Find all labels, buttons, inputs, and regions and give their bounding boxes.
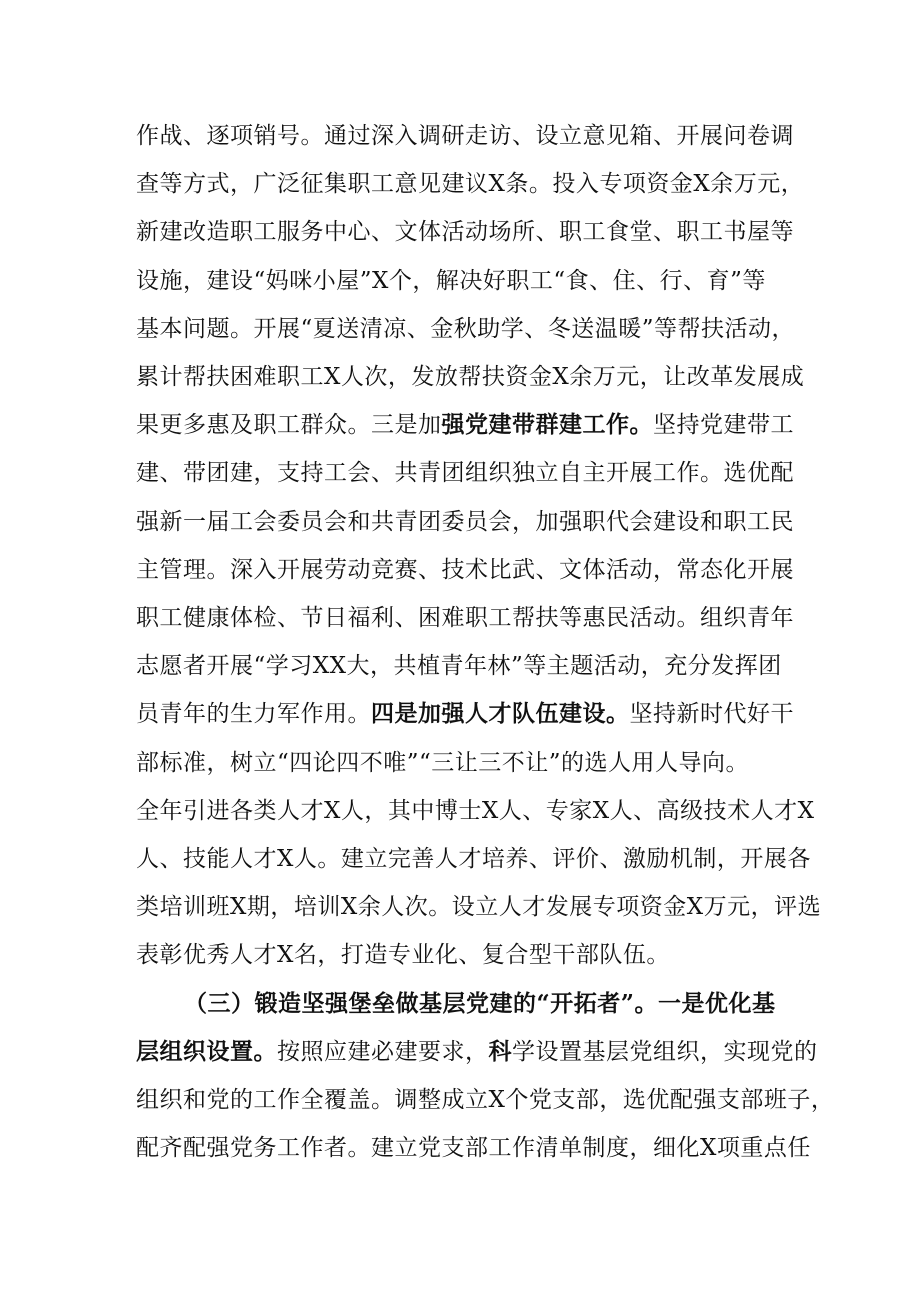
body-text: 全年引进各类人才X人，其中博士X人、专家X人、高级技术人才X: [136, 797, 815, 824]
body-text: 新建改造职工服务中心、文体活动场所、职工食堂、职工书屋等: [136, 219, 794, 246]
bold-text: 四是加强人才队伍建设。: [371, 700, 630, 728]
text-line: [136, 259, 796, 303]
text-line: [136, 789, 815, 833]
body-text: 作战、逐项销号。通过深入调研走访、设立意见箱、开展问卷调: [136, 123, 794, 149]
body-text: 类培训班X期，培训X余人次。设立人才发展专项资金X万元，评选: [136, 894, 822, 921]
body-text: 坚持新时代好干: [629, 701, 794, 728]
body-text: 按照应建必建要求，: [277, 1038, 489, 1065]
text-line: [136, 933, 796, 977]
body-text: 设施，建设“妈咪小屋”X个，解决好职工“食、住、行、育”等: [136, 267, 766, 294]
body-text: 强新一届工会委员会和共青团委员会，加强职代会建设和职工民: [136, 508, 794, 535]
body-text: 基本问题。开展“夏送清凉、金秋助学、冬送温暖”等帮扶活动，: [136, 315, 796, 342]
text-line: [136, 162, 805, 206]
text-line: [136, 210, 796, 254]
text-line: [136, 644, 796, 688]
body-text: 学设置基层党组织，实现党的: [512, 1038, 818, 1065]
text-line: [136, 1126, 811, 1170]
body-text: 果更多惠及职工群众。三是加: [136, 412, 442, 439]
text-line: [136, 692, 796, 736]
text-line: [136, 114, 796, 158]
text-line: [184, 982, 796, 1026]
body-text: 人、技能人才X人。建立完善人才培养、评价、激励机制，开展各: [136, 846, 811, 872]
text-line: [136, 548, 796, 592]
body-text: 配齐配强党务工作者。建立党支部工作清单制度，细化X项重点任: [136, 1135, 811, 1162]
text-line: [136, 355, 805, 399]
body-text: 部标准，树立“四论四不唯”“三让三不让”的选人用人导向。: [136, 749, 750, 776]
text-line: [136, 1078, 835, 1122]
text-line: [136, 403, 796, 447]
body-text: 组织和党的工作全覆盖。调整成立X个党支部，选优配强支部班子，: [136, 1087, 835, 1113]
body-text: 表彰优秀人才X名，打造专业化、复合型干部队伍。: [136, 942, 670, 969]
body-text: 主管理。深入开展劳动竞赛、技术比武、文体活动，常态化开展: [136, 556, 794, 583]
text-line: [136, 837, 811, 881]
text-line: [136, 500, 796, 544]
text-line: [136, 1030, 818, 1074]
text-line: [136, 451, 796, 495]
text-line: [136, 741, 796, 785]
text-line: [136, 885, 822, 929]
body-text: 职工健康体检、节日福利、困难职工帮扶等惠民活动。组织青年: [136, 605, 794, 631]
body-text: 查等方式，广泛征集职工意见建议X条。投入专项资金X余万元，: [136, 171, 805, 198]
body-text: 志愿者开展“学习XX大，共植青年林”等主题活动，充分发挥团: [136, 653, 782, 680]
body-text: 坚持党建带工: [653, 412, 794, 439]
text-line: [136, 596, 796, 640]
bold-text: 层组织设置。: [136, 1037, 277, 1065]
body-text: 建、带团建，支持工会、共青团组织独立自主开展工作。选优配: [136, 460, 794, 487]
text-line: [136, 307, 796, 351]
bold-text: （三）锻造坚强堡垒做基层党建的“开拓者”。一是优化基: [184, 989, 776, 1017]
body-text: 员青年的生力军作用。: [136, 701, 371, 728]
bold-text: 强党建带群建工作。: [441, 411, 653, 439]
body-text: 累计帮扶困难职工X人次，发放帮扶资金X余万元，让改革发展成: [136, 364, 805, 390]
bold-text: 科: [488, 1037, 512, 1065]
